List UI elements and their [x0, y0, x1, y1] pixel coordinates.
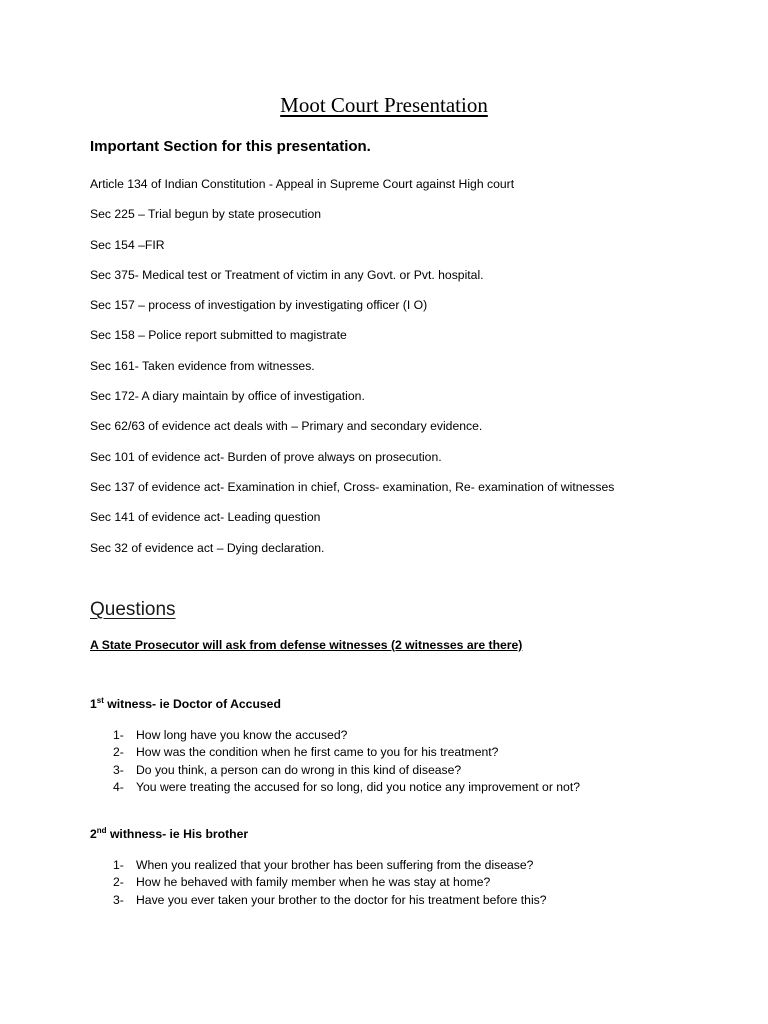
witness-1-heading	[90, 697, 281, 711]
section-item: Sec 225 – Trial begun by state prosecution	[90, 207, 322, 222]
question-item	[113, 762, 580, 779]
question-text: How was the condition when he first came to you for his treatment?	[136, 745, 499, 760]
question-item	[113, 874, 547, 891]
witness-2-questions	[113, 857, 547, 909]
question-item	[113, 779, 580, 796]
prosecutor-line: A State Prosecutor will ask from defense witnesses (2 witnesses are there)	[90, 638, 523, 652]
witness-1-questions	[113, 727, 580, 796]
section-item: Sec 157 – process of investigation by investigating officer (I O)	[90, 298, 428, 313]
witness-1-ordinal: st	[96, 696, 104, 705]
section-item: Sec 375- Medical test or Treatment of victim in any Govt. or Pvt. hospital.	[90, 267, 484, 282]
question-item	[113, 744, 580, 761]
document-title: Moot Court Presentation	[280, 93, 488, 117]
witness-2-label: withness- ie His brother	[106, 827, 249, 841]
section-item: Sec 62/63 of evidence act deals with – Primary and secondary evidence.	[90, 419, 483, 434]
question-text: Do you think, a person can do wrong in this kind of disease?	[136, 762, 462, 777]
question-item	[113, 892, 547, 909]
witness-2-ordinal: nd	[96, 826, 107, 835]
question-item	[113, 727, 580, 744]
question-text: You were treating the accused for so long, did you notice any improvement or not?	[136, 779, 580, 794]
section-item: Sec 154 –FIR	[90, 237, 165, 252]
section-item: Sec 141 of evidence act- Leading question	[90, 510, 321, 525]
question-number: 2-	[113, 875, 124, 890]
question-number: 3-	[113, 762, 124, 777]
question-number: 3-	[113, 892, 124, 907]
sections-list	[90, 175, 614, 569]
question-text: How he behaved with family member when he was stay at home?	[136, 875, 491, 890]
question-number: 2-	[113, 745, 124, 760]
questions-heading: Questions	[90, 599, 176, 620]
question-item	[113, 857, 547, 874]
question-text: When you realized that your brother has been suffering from the disease?	[136, 858, 534, 872]
witness-1-label: witness- ie Doctor of Accused	[103, 697, 281, 711]
question-number: 4-	[113, 779, 124, 794]
section-item: Sec 32 of evidence act – Dying declaration.	[90, 540, 325, 555]
section-item: Sec 158 – Police report submitted to magistrate	[90, 328, 347, 343]
section-item: Article 134 of Indian Constitution - Appeal in Supreme Court against High court	[90, 177, 515, 191]
section-item: Sec 137 of evidence act- Examination in chief, Cross- examination, Re- examination of witnesses	[90, 479, 615, 494]
witness-2-number: 2	[90, 827, 97, 841]
question-text: Have you ever taken your brother to the doctor for his treatment before this?	[136, 892, 547, 907]
section-item: Sec 101 of evidence act- Burden of prove always on prosecution.	[90, 449, 442, 464]
section-heading: Important Section for this presentation.	[90, 138, 371, 155]
question-number: 1-	[113, 728, 124, 742]
section-item: Sec 161- Taken evidence from witnesses.	[90, 358, 315, 373]
witness-1-number: 1	[90, 697, 97, 711]
question-number: 1-	[113, 858, 124, 872]
question-text: How long have you know the accused?	[136, 728, 348, 742]
witness-2-heading	[90, 827, 248, 841]
section-item: Sec 172- A diary maintain by office of investigation.	[90, 389, 365, 404]
